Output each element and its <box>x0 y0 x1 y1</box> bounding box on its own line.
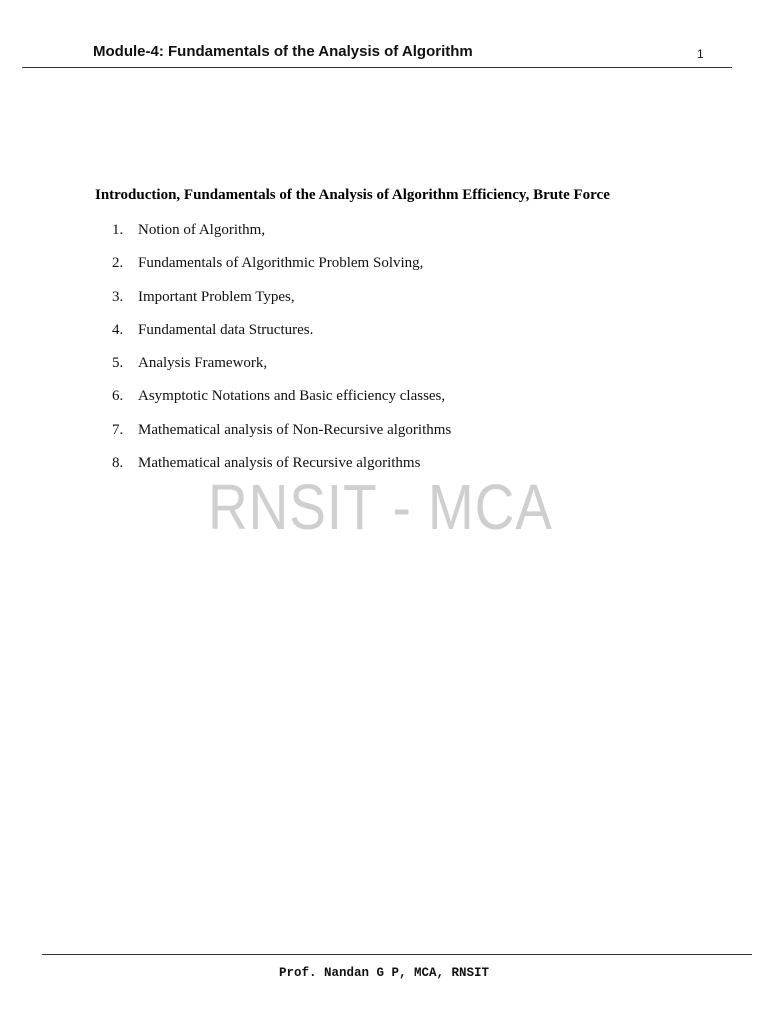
list-item-number: 8. <box>112 455 124 472</box>
list-item-text: Fundamentals of Algorithmic Problem Solving, <box>138 255 424 272</box>
watermark: RNSIT - MCA <box>208 471 553 543</box>
footer-divider <box>42 954 752 955</box>
list-item <box>112 420 451 453</box>
list-item-number: 6. <box>112 388 124 405</box>
topic-list <box>112 220 451 486</box>
list-item-text: Notion of Algorithm, <box>138 222 266 238</box>
list-item-text: Fundamental data Structures. <box>138 321 314 338</box>
header-title: Module-4: Fundamentals of the Analysis of Algorithm <box>93 43 473 60</box>
list-item-text: Asymptotic Notations and Basic efficiency classes, <box>138 388 446 405</box>
list-item <box>112 253 451 286</box>
list-item-number: 3. <box>112 288 124 305</box>
list-item <box>112 287 451 320</box>
page-number: 1 <box>697 47 704 61</box>
list-item-text: Important Problem Types, <box>138 288 295 305</box>
list-item-number: 5. <box>112 355 124 372</box>
list-item-text: Mathematical analysis of Recursive algorithms <box>138 455 421 472</box>
list-item-text: Analysis Framework, <box>138 355 268 372</box>
list-item-number: 4. <box>112 321 124 338</box>
list-item-number: 7. <box>112 421 124 438</box>
list-item-number: 2. <box>112 255 124 272</box>
list-item-text: Mathematical analysis of Non-Recursive algorithms <box>138 421 452 438</box>
list-item <box>112 220 451 253</box>
header-divider <box>22 67 732 68</box>
list-item <box>112 320 451 353</box>
section-heading: Introduction, Fundamentals of the Analysis of Algorithm Efficiency, Brute Force <box>95 187 610 203</box>
list-item-number: 1. <box>112 222 124 238</box>
list-item <box>112 386 451 419</box>
list-item <box>112 353 451 386</box>
footer-author: Prof. Nandan G P, MCA, RNSIT <box>278 966 490 980</box>
